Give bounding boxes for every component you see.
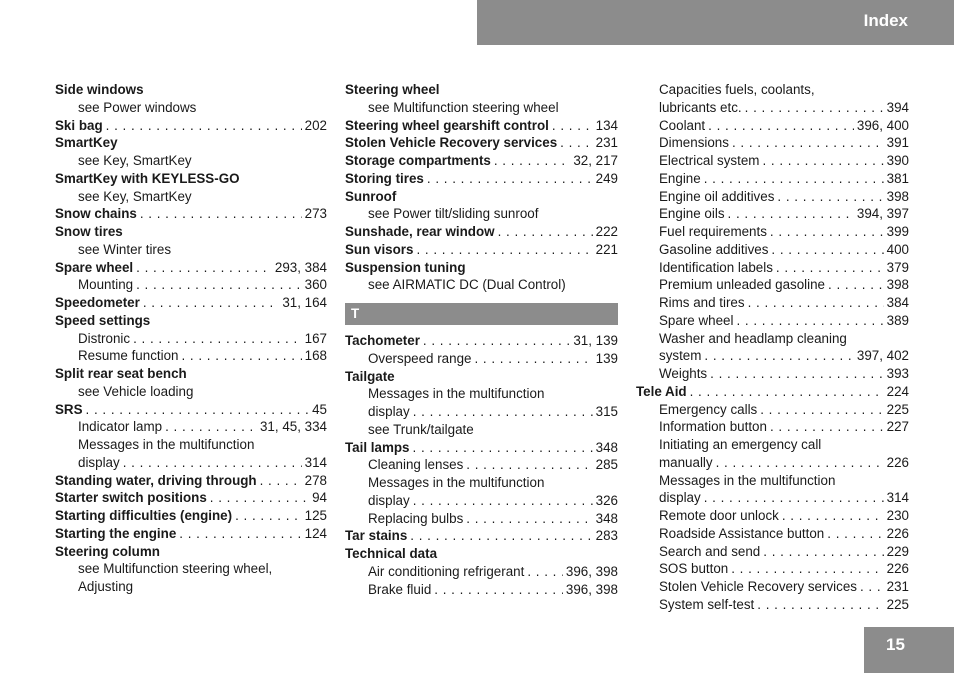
index-entry (636, 347, 909, 365)
index-entry (345, 188, 618, 206)
leader-dots (210, 489, 309, 507)
index-column-1 (55, 81, 327, 596)
page-reference: 326 (595, 492, 618, 508)
index-term: Speedometer (55, 295, 140, 310)
page-reference: 348 (595, 510, 618, 526)
index-term: Engine (659, 170, 701, 186)
index-term: Sun visors (345, 241, 414, 257)
index-entry (55, 170, 327, 188)
index-entry (345, 368, 618, 386)
index-entry (345, 474, 618, 492)
leader-dots (708, 117, 854, 135)
index-entry (345, 259, 618, 277)
page-reference: 202 (304, 117, 327, 133)
index-term: Brake fluid (368, 581, 432, 597)
page-reference: 231 (595, 135, 618, 151)
index-term: SOS button (659, 561, 729, 577)
page-reference: 314 (304, 454, 327, 470)
index-term: Initiating an emergency call (659, 437, 822, 452)
index-term: see Power tilt/sliding sunroof (368, 206, 539, 222)
page-reference: 31, 139 (573, 333, 618, 348)
index-entry (345, 510, 618, 528)
index-term: Technical data (345, 546, 438, 561)
index-entry (345, 527, 618, 545)
leader-dots (771, 241, 883, 259)
index-term: Messages in the multifunction (368, 386, 545, 402)
index-term: system (659, 348, 702, 364)
leader-dots (416, 241, 592, 259)
index-entry (345, 223, 618, 241)
index-entry (636, 81, 909, 99)
page-reference: 31, 45, 334 (259, 419, 327, 435)
index-entry (345, 117, 618, 135)
page-reference: 393 (886, 366, 909, 381)
page-reference: 283 (595, 528, 618, 544)
index-term: Information button (659, 419, 767, 435)
index-term: see Multifunction steering wheel (368, 99, 559, 115)
index-term: Engine oil additives (659, 188, 775, 204)
index-entry (636, 560, 909, 578)
page-reference: 396, 398 (565, 581, 618, 597)
index-entry (345, 99, 618, 117)
index-term: Stolen Vehicle Recovery services (659, 579, 857, 594)
index-term: Identification labels (659, 259, 773, 275)
page-reference: 231 (886, 579, 909, 594)
page-reference: 396, 398 (565, 563, 618, 579)
page-reference: 226 (886, 525, 909, 541)
leader-dots (136, 259, 272, 277)
index-term: Messages in the multifunction (78, 437, 255, 452)
index-term: Storing tires (345, 170, 424, 186)
index-term: Emergency calls (659, 401, 758, 417)
index-entry (55, 418, 327, 436)
page-reference: 390 (886, 153, 909, 168)
index-entry (55, 312, 327, 330)
leader-dots (776, 259, 884, 277)
index-term: Fuel requirements (659, 224, 767, 239)
leader-dots (123, 454, 302, 472)
index-term: Sunshade, rear window (345, 224, 495, 239)
index-list-s-continued (345, 81, 618, 294)
index-term: Steering wheel gearshift control (345, 117, 549, 133)
index-entry (55, 525, 327, 543)
index-term: Distronic (78, 330, 131, 346)
index-term: System self-test (659, 596, 755, 612)
page-reference: 391 (886, 135, 909, 151)
page-reference: 314 (886, 490, 909, 506)
index-term: Dimensions (659, 135, 729, 151)
page-reference: 293, 384 (274, 259, 327, 275)
index-entry (55, 347, 327, 365)
index-entry (55, 578, 327, 596)
page-reference: 394 (886, 99, 909, 115)
index-term: Resume function (78, 348, 179, 364)
page-reference: 348 (595, 439, 618, 455)
index-entry (55, 294, 327, 312)
index-term: Ski bag (55, 117, 103, 133)
index-list-t (345, 332, 618, 598)
leader-dots (757, 596, 883, 614)
leader-dots (498, 223, 593, 241)
index-term: see Key, SmartKey (78, 153, 192, 168)
index-term: Storage compartments (345, 153, 491, 168)
leader-dots (827, 525, 883, 543)
index-term: Split rear seat bench (55, 366, 187, 381)
index-term: Adjusting (78, 579, 134, 594)
page-reference: 398 (886, 188, 909, 204)
page-reference: 315 (595, 404, 618, 419)
page-reference: 396, 400 (856, 117, 909, 133)
leader-dots (704, 489, 884, 507)
leader-dots (760, 401, 883, 419)
index-entry (345, 545, 618, 563)
index-entry (636, 223, 909, 241)
index-entry (636, 170, 909, 188)
index-term: Stolen Vehicle Recovery services (345, 135, 558, 151)
leader-dots (770, 223, 884, 241)
index-entry (345, 205, 618, 223)
page-title: Index (863, 11, 908, 30)
leader-dots (140, 205, 302, 223)
page-reference: 222 (595, 224, 618, 239)
index-entry (345, 456, 618, 474)
leader-dots (423, 332, 570, 350)
index-entry (55, 205, 327, 223)
leader-dots (410, 527, 592, 545)
index-term: SmartKey with KEYLESS-GO (55, 170, 240, 186)
index-entry (636, 489, 909, 507)
index-term: SRS (55, 401, 83, 417)
page-reference: 394, 397 (856, 206, 909, 222)
index-term: Capacities fuels, coolants, (659, 82, 815, 97)
index-term: Steering wheel (345, 82, 440, 97)
index-term: Rims and tires (659, 295, 745, 310)
page-reference: 168 (304, 348, 327, 364)
index-entry (636, 117, 909, 135)
index-term: Spare wheel (659, 312, 734, 328)
index-term: Tar stains (345, 528, 408, 544)
leader-dots (106, 117, 302, 135)
page-reference: 384 (886, 295, 909, 310)
index-term: Search and send (659, 543, 761, 559)
page-reference: 45 (312, 401, 327, 417)
index-term: Steering column (55, 543, 160, 559)
index-term: Replacing bulbs (368, 510, 464, 526)
index-term: see Power windows (78, 99, 197, 115)
page-reference: 227 (886, 419, 909, 435)
page-reference: 32, 217 (573, 153, 618, 168)
index-entry (55, 223, 327, 241)
page-reference: 225 (886, 401, 909, 417)
index-entry (636, 134, 909, 152)
index-entry (345, 332, 618, 350)
index-entry (345, 134, 618, 152)
index-term: Spare wheel (55, 259, 134, 275)
index-term: Starting the engine (55, 525, 177, 541)
page-reference: 31, 164 (282, 295, 327, 310)
index-term: display (78, 454, 120, 470)
index-entry (345, 81, 618, 99)
leader-dots (494, 152, 570, 170)
index-term: Starter switch positions (55, 490, 207, 506)
index-term: Electrical system (659, 153, 760, 168)
index-entry (636, 294, 909, 312)
index-entry (636, 418, 909, 436)
page-number: 15 (886, 635, 905, 654)
leader-dots (165, 418, 257, 436)
index-term: Overspeed range (368, 350, 472, 366)
leader-dots (763, 543, 883, 561)
leader-dots (762, 152, 883, 170)
leader-dots (413, 403, 593, 421)
index-entry (636, 241, 909, 259)
leader-dots (710, 365, 884, 383)
index-term: see AIRMATIC DC (Dual Control) (368, 277, 566, 293)
leader-dots (427, 170, 593, 188)
index-entry (636, 436, 909, 454)
index-term: Weights (659, 366, 708, 381)
page-reference: 94 (312, 490, 327, 506)
index-entry (345, 276, 618, 294)
index-entry (55, 365, 327, 383)
index-entry (55, 454, 327, 472)
leader-dots (434, 581, 563, 599)
index-entry (636, 259, 909, 277)
leader-dots (860, 578, 884, 596)
index-term: Messages in the multifunction (368, 475, 545, 490)
page-reference: 125 (304, 508, 327, 523)
leader-dots (260, 472, 302, 490)
index-term: Sunroof (345, 188, 397, 204)
index-entry (636, 276, 909, 294)
index-entry (55, 259, 327, 277)
index-entry (345, 421, 618, 439)
page-reference: 139 (595, 350, 618, 366)
leader-dots (179, 525, 301, 543)
index-entry (55, 188, 327, 206)
index-entry (55, 383, 327, 401)
index-entry (55, 543, 327, 561)
index-entry (636, 99, 909, 117)
index-entry (55, 472, 327, 490)
index-entry (636, 312, 909, 330)
leader-dots (732, 134, 884, 152)
index-entry (55, 560, 327, 578)
index-entry (636, 383, 909, 401)
index-entry (55, 507, 327, 525)
page-reference: 398 (886, 277, 909, 293)
index-term: Roadside Assistance button (659, 525, 825, 541)
page-reference: 124 (304, 525, 327, 541)
index-column-2 (345, 81, 618, 598)
index-term: Tachometer (345, 333, 420, 348)
index-entry (636, 188, 909, 206)
index-term: Messages in the multifunction (659, 472, 836, 488)
leader-dots (466, 510, 592, 528)
index-entry (55, 436, 327, 454)
page-reference: 226 (886, 561, 909, 577)
leader-dots (560, 134, 593, 152)
leader-dots (690, 383, 884, 401)
index-column-3 (636, 81, 909, 614)
index-entry (636, 525, 909, 543)
index-term: Cleaning lenses (368, 457, 464, 473)
index-term: Suspension tuning (345, 259, 466, 275)
page-reference: 273 (304, 206, 327, 222)
leader-dots (728, 205, 854, 223)
leader-dots (704, 347, 853, 365)
leader-dots (86, 401, 310, 419)
index-entry (55, 134, 327, 152)
page-reference: 230 (886, 508, 909, 523)
index-entry (636, 152, 909, 170)
page-reference: 278 (304, 472, 327, 488)
index-entry (55, 152, 327, 170)
page-reference: 379 (886, 259, 909, 275)
index-entry (636, 543, 909, 561)
index-entry (345, 403, 618, 421)
index-entry (636, 596, 909, 614)
leader-dots (777, 188, 883, 206)
index-term: display (368, 404, 410, 419)
leader-dots (736, 312, 883, 330)
index-term: see Trunk/tailgate (368, 421, 474, 437)
index-term: Starting difficulties (engine) (55, 508, 233, 523)
leader-dots (474, 350, 592, 368)
section-header-t: T (345, 303, 618, 325)
index-entry (345, 563, 618, 581)
index-term: Snow chains (55, 206, 137, 222)
index-entry (55, 401, 327, 419)
page-reference: 224 (886, 383, 909, 399)
index-entry (636, 507, 909, 525)
index-entry (345, 385, 618, 403)
index-term: Engine oils (659, 206, 725, 222)
page-reference: 229 (886, 543, 909, 559)
leader-dots (133, 330, 302, 348)
index-term: Mounting (78, 277, 134, 293)
index-entry (55, 489, 327, 507)
index-entry (345, 492, 618, 510)
leader-dots (704, 170, 884, 188)
index-term: Air conditioning refrigerant (368, 563, 525, 579)
index-term: Indicator lamp (78, 419, 163, 435)
leader-dots (716, 454, 884, 472)
leader-dots (466, 456, 592, 474)
page-reference: 225 (886, 596, 909, 612)
index-entry (636, 205, 909, 223)
index-entry (345, 241, 618, 259)
index-term: Gasoline additives (659, 241, 769, 257)
leader-dots (143, 294, 279, 312)
index-entry (636, 472, 909, 490)
index-entry (55, 276, 327, 294)
index-entry (345, 152, 618, 170)
leader-dots (745, 99, 884, 117)
index-term: Premium unleaded gasoline (659, 277, 825, 293)
leader-dots (782, 507, 884, 525)
index-term: Side windows (55, 82, 144, 97)
page-reference: 167 (304, 330, 327, 346)
index-term: lubricants etc. (659, 99, 742, 115)
index-term: see Key, SmartKey (78, 188, 192, 204)
page-reference: 389 (886, 312, 909, 328)
page-reference: 360 (304, 277, 327, 293)
index-entry (55, 330, 327, 348)
index-entry (636, 578, 909, 596)
index-entry (636, 454, 909, 472)
index-term: display (368, 492, 410, 508)
index-entry (55, 117, 327, 135)
leader-dots (136, 276, 302, 294)
leader-dots (181, 347, 301, 365)
index-entry (55, 241, 327, 259)
index-term: display (659, 490, 701, 506)
index-term: Tail lamps (345, 439, 410, 455)
index-term: Standing water, driving through (55, 472, 257, 488)
index-term: Washer and headlamp cleaning (659, 330, 847, 346)
index-term: Speed settings (55, 312, 151, 328)
page-reference: 397, 402 (856, 348, 909, 364)
leader-dots (828, 276, 884, 294)
page-reference: 226 (886, 454, 909, 470)
leader-dots (413, 439, 593, 457)
index-entry (345, 350, 618, 368)
page-number-box (864, 627, 954, 673)
index-term: see Vehicle loading (78, 383, 194, 399)
page-reference: 400 (886, 241, 909, 257)
leader-dots (413, 492, 593, 510)
leader-dots (552, 117, 593, 135)
index-entry (636, 401, 909, 419)
index-entry (345, 439, 618, 457)
page-reference: 221 (595, 241, 618, 257)
page-reference: 381 (886, 170, 909, 186)
index-entry (55, 99, 327, 117)
leader-dots (731, 560, 883, 578)
index-entry (345, 581, 618, 599)
leader-dots (748, 294, 884, 312)
index-term: see Winter tires (78, 241, 172, 257)
index-term: Coolant (659, 117, 706, 133)
index-term: see Multifunction steering wheel, (78, 561, 273, 577)
leader-dots (235, 507, 302, 525)
index-entry (636, 330, 909, 348)
leader-dots (527, 563, 563, 581)
page-reference: 399 (886, 224, 909, 239)
index-entry (345, 170, 618, 188)
index-term: Tele Aid (636, 383, 687, 399)
header-bar (477, 0, 954, 45)
index-term: Tailgate (345, 368, 395, 384)
index-term: manually (659, 454, 713, 470)
page-reference: 134 (595, 117, 618, 133)
page-reference: 285 (595, 457, 618, 473)
index-term: SmartKey (55, 135, 118, 151)
index-term: Remote door unlock (659, 508, 779, 523)
leader-dots (770, 418, 884, 436)
index-term: Snow tires (55, 224, 123, 239)
index-entry (55, 81, 327, 99)
index-entry (636, 365, 909, 383)
page-reference: 249 (595, 170, 618, 186)
